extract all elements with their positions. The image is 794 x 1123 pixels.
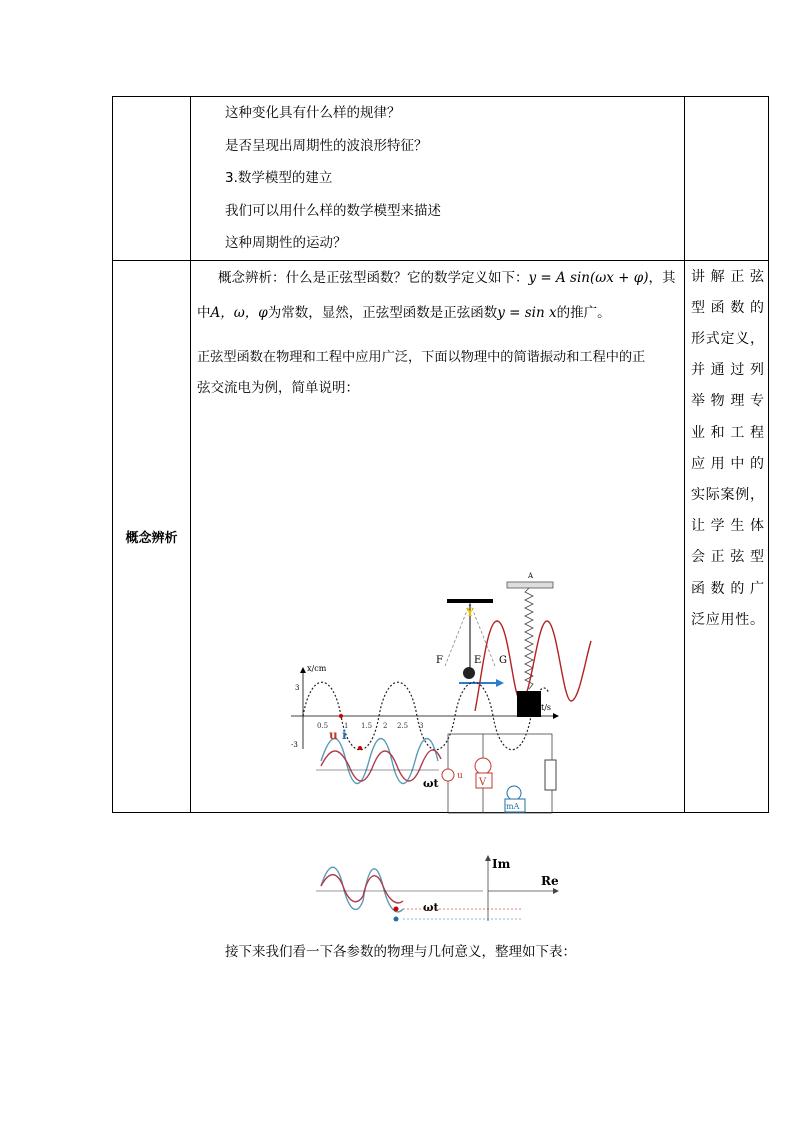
parameters-paragraph: 中A，ω，φ为常数，显然，正弦型函数是正弦函数y = sin x的推广。 [197,304,611,321]
pendulum-label-e: E [474,654,482,666]
ac-waves-2 [316,855,559,922]
application-line-2: 弦交流电为例，简单说明： [197,379,359,396]
spring-label: A [528,571,534,580]
teaching-note: 讲解正弦 型函数的 形式定义， 并通过列 举物理专 业和工程 应用中的 实际案例， 让学生体 会正弦型 函数的广 泛应用性。 [691,268,764,628]
graph-x-tick: 1 [344,721,349,730]
definition-paragraph: 概念辨析：什么是正弦型函数？它的数学定义如下：y = A sin(ωx + φ)，其 [218,269,676,286]
application-line-1: 正弦型函数在物理和工程中应用广泛，下面以物理中的简谐振动和工程中的正 [197,349,646,365]
basic-sine-formula: y = sin x [497,304,557,321]
lesson-table [112,96,769,960]
pendulum-label-g: G [499,654,507,666]
table-row [113,97,769,261]
ac-i-label: i [342,727,347,742]
graph-x-label: t/s [541,702,552,712]
ac-circuit [442,734,556,813]
real-axis-label: Re [541,873,559,888]
transition-paragraph: 接下来我们看一下各参数的物理与几何意义，整理如下表： [225,943,576,960]
physics-figures [191,261,685,914]
row1-content-cell [191,97,685,261]
question-line-3: 我们可以用什么样的数学模型来描述 [225,202,441,219]
graph-y-tick: -3 [291,740,298,749]
ac-u-label: u [329,727,338,742]
row2-note-cell [685,260,769,812]
imaginary-axis-label: Im [492,856,511,871]
graph-x-tick: 3 [419,721,424,730]
question-line-1: 这种变化具有什么样的规律？ [225,105,401,121]
source-u-label: u [457,770,463,781]
spring-figure [465,572,591,717]
omega-t-label: ωt [423,776,439,790]
row1-label-cell [113,97,191,261]
sine-formula: y = A sin(ωx + φ) [528,269,649,286]
ac-waves-1 [316,728,441,790]
graph-x-tick: 1.5 [361,721,373,730]
question-line-4: 这种周期性的运动？ [225,235,347,251]
omega-t-label-2: ωt [423,900,439,914]
pendulum-label-f: F [436,654,443,666]
row2-content-cell [191,260,685,960]
row-label: 概念辨析 [125,530,178,546]
graph-x-tick: 2 [383,721,388,730]
graph-x-tick: 0.5 [317,721,329,730]
graph-x-tick: 2.5 [397,721,409,730]
row2-label-cell [113,260,191,812]
section-heading: 3.数学模型的建立 [225,170,333,186]
ammeter-label: mA [506,801,520,811]
graph-y-tick: 3 [295,683,300,692]
table-row [113,260,769,812]
spring-axis-y: Y [466,605,474,619]
question-line-2: 是否呈现出周期性的波浪形特征？ [225,137,428,154]
graph-y-label: x/cm [307,663,327,673]
voltmeter-label: V [479,776,487,788]
row1-note-cell [685,97,769,261]
